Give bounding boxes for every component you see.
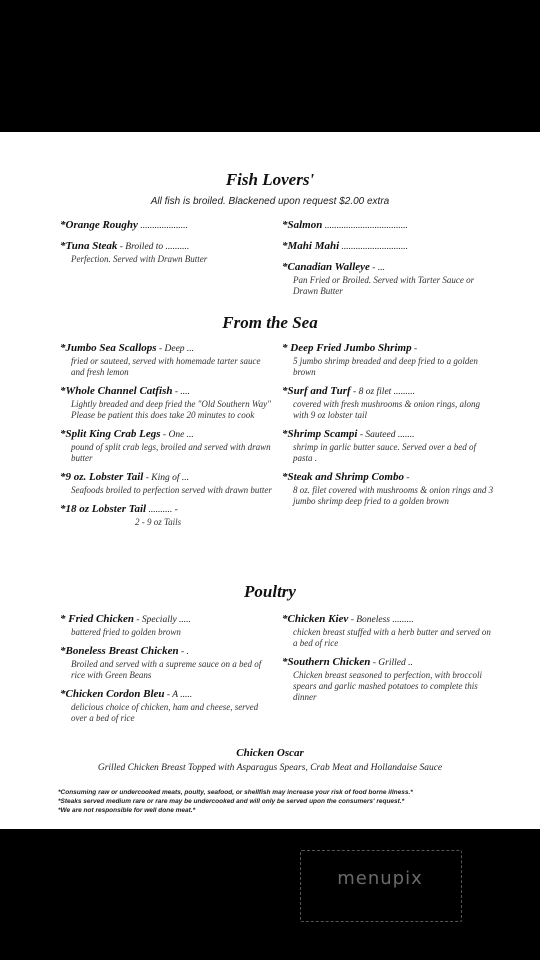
menu-item <box>60 215 275 233</box>
item-name: *Boneless Breast Chicken <box>60 645 179 657</box>
item-lead: - Specially ..... <box>133 615 191 625</box>
item-description: 5 jumbo shrimp breaded and deep fried to a golden brown <box>293 356 478 377</box>
menu-item <box>60 684 275 724</box>
item-description: Pan Fried or Broiled. Served with Tarter Sauce or Drawn Butter <box>293 275 475 296</box>
menu-item <box>60 338 275 378</box>
menu-item <box>60 467 275 496</box>
menu-item <box>282 381 497 421</box>
item-description: Chicken breast seasoned to perfection, with broccoli spears and garlic mashed potatoes to complete this dinner <box>293 670 483 702</box>
fish-right-column <box>282 215 497 300</box>
item-name: * Fried Chicken <box>60 613 134 625</box>
item-description: fried or sauteed, served with homemade tarter sauce and fresh lemon <box>71 356 261 377</box>
menu-item <box>60 236 275 265</box>
item-name: *9 oz. Lobster Tail <box>60 471 144 483</box>
item-lead: - Deep ... <box>156 344 195 354</box>
menu-item <box>60 609 275 638</box>
item-lead: - .... <box>172 387 190 397</box>
item-name: *Whole Channel Catfish <box>60 385 173 397</box>
item-lead: - . <box>178 647 189 657</box>
item-name: *Shrimp Scampi <box>282 428 358 440</box>
item-name: *Chicken Kiev <box>282 613 349 625</box>
menu-item <box>282 257 497 297</box>
item-description: delicious choice of chicken, ham and cheese, served over a bed of rice <box>71 702 259 723</box>
poultry-right-column <box>282 609 497 706</box>
item-description: battered fried to golden brown <box>71 627 181 637</box>
item-name: *Mahi Mahi <box>282 240 340 252</box>
item-lead: ................................... <box>322 221 408 231</box>
item-name: *Tuna Steak <box>60 240 118 252</box>
menu-item <box>282 215 497 233</box>
item-description: covered with fresh mushrooms & onion rings, along with 9 oz lobster tail <box>293 399 480 420</box>
item-name: *Surf and Turf <box>282 385 351 397</box>
item-name: *18 oz Lobster Tail <box>60 503 147 515</box>
menu-item <box>60 424 275 464</box>
fish-left-column <box>60 215 275 268</box>
item-description: pound of split crab legs, broiled and served with drawn butter <box>71 442 271 463</box>
item-lead: - A ..... <box>164 690 193 700</box>
item-description: Lightly breaded and deep fried the "Old Southern Way" Please be patient this does take 20 minutes to cook <box>71 399 271 420</box>
item-description: chicken breast stuffed with a herb butter and served on a bed of rice <box>293 627 491 648</box>
disclaimer <box>58 788 498 815</box>
item-description: shrimp in garlic butter sauce. Served over a bed of pasta . <box>293 442 476 463</box>
disclaimer-line: *Consuming raw or undercooked meats, poulty, seafood, or shellfish may increase your risk of food borne illness.* <box>58 789 413 796</box>
menu-item <box>60 499 275 528</box>
disclaimer-line: *We are not responsible for well done meat.* <box>58 807 196 814</box>
menu-item <box>282 338 497 378</box>
watermark-logo: menupix <box>337 868 423 889</box>
poultry-left-column <box>60 609 275 727</box>
item-name: *Chicken Cordon Bleu <box>60 688 165 700</box>
menu-item <box>282 652 497 703</box>
menu-item <box>282 467 497 507</box>
disclaimer-line: *Steaks served medium rare or rare may be undercooked and will only be served upon the consumers' request.* <box>58 798 405 805</box>
sea-right-column <box>282 338 497 510</box>
chicken-oscar-description: Grilled Chicken Breast Topped with Asparagus Spears, Crab Meat and Hollandaise Sauce <box>97 763 443 773</box>
item-name: *Steak and Shrimp Combo <box>282 471 404 483</box>
sea-left-column <box>60 338 275 531</box>
item-lead: .................... <box>137 221 188 231</box>
item-description: 2 - 9 oz Tails <box>135 517 182 527</box>
menu-item <box>60 381 275 421</box>
item-lead: - Boneless ......... <box>348 615 414 625</box>
item-description: 8 oz. filet covered with mushrooms & onion rings and 3 jumbo shrimp deep fried to a golden brown <box>293 485 494 506</box>
item-lead: ............................ <box>339 242 409 252</box>
item-name: *Canadian Walleye <box>282 261 370 273</box>
item-lead: - One ... <box>160 430 194 440</box>
section-title-sea: From the Sea <box>222 313 318 332</box>
menu-item <box>282 424 497 464</box>
section-title-poultry: Poultry <box>244 582 296 601</box>
fish-note: All fish is broiled. Blackened upon request $2.00 extra <box>150 196 390 207</box>
item-lead: - Sauteed ....... <box>357 430 415 440</box>
item-lead: - Grilled .. <box>370 658 413 668</box>
menu-item <box>282 609 497 649</box>
item-name: * Deep Fried Jumbo Shrimp <box>282 342 412 354</box>
item-lead: - 8 oz filet ......... <box>350 387 416 397</box>
item-name: *Split King Crab Legs <box>60 428 161 440</box>
item-description: Seafoods broiled to perfection served with drawn butter <box>71 485 272 495</box>
item-lead: - <box>411 344 418 354</box>
item-lead: - King of ... <box>143 473 189 483</box>
menu-item <box>60 641 275 681</box>
item-name: *Salmon <box>282 219 323 231</box>
chicken-oscar-title: Chicken Oscar <box>236 747 304 759</box>
menu-item <box>282 236 497 254</box>
item-lead: .......... - <box>146 505 178 515</box>
item-lead: - Broiled to .......... <box>117 242 190 252</box>
item-description: Broiled and served with a supreme sauce on a bed of rice with Green Beans <box>71 659 262 680</box>
item-lead: - ... <box>369 263 385 273</box>
section-title-fish: Fish Lovers' <box>225 170 315 189</box>
item-description: Perfection. Served with Drawn Butter <box>71 254 208 264</box>
item-name: *Orange Roughy <box>60 219 138 231</box>
item-name: *Jumbo Sea Scallops <box>60 342 157 354</box>
item-name: *Southern Chicken <box>282 656 371 668</box>
item-lead: - <box>403 473 410 483</box>
